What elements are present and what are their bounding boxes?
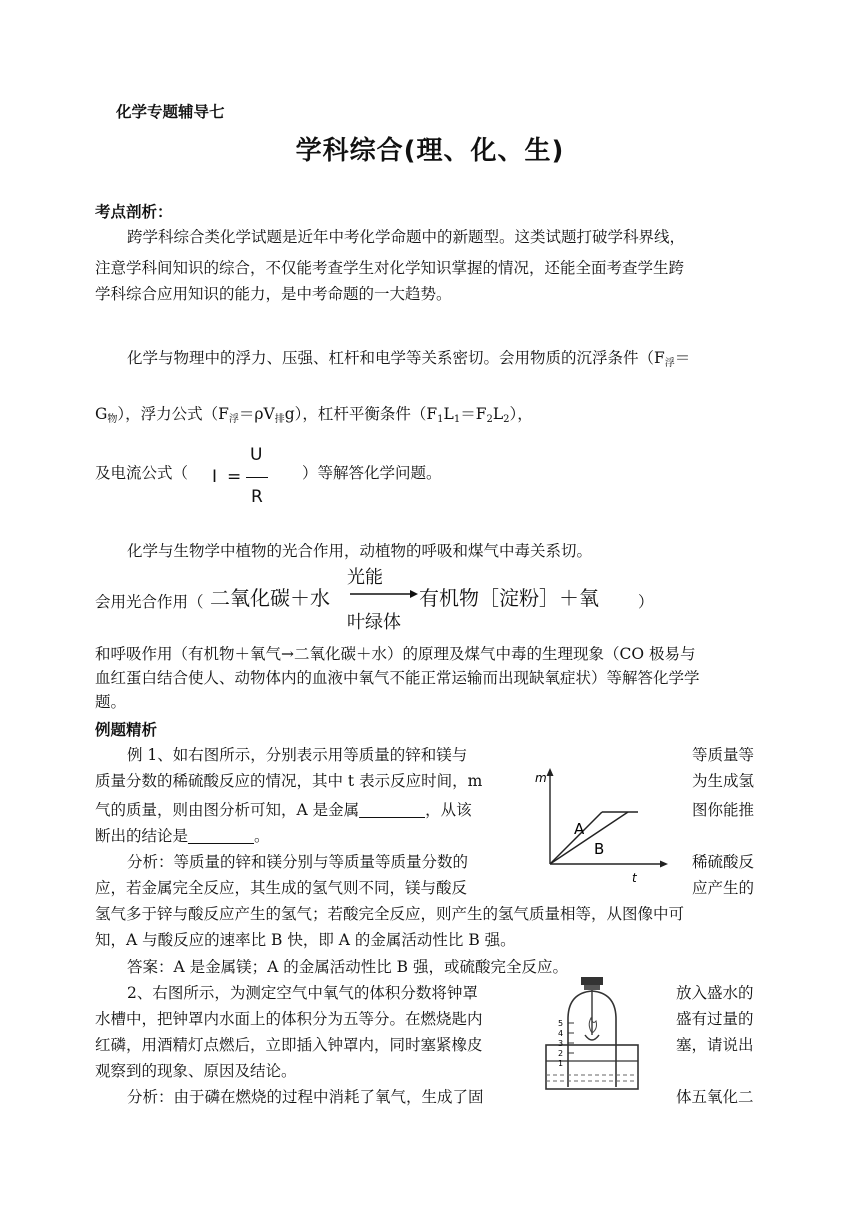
ohms-law-formula <box>210 445 270 511</box>
subscript: 2 <box>503 414 510 425</box>
example2-line-right: 盛有过量的 <box>676 1010 754 1028</box>
physics-line-1 <box>127 347 690 375</box>
example1-line-right: 为生成氢 <box>692 772 755 790</box>
examples-heading: 例题精析 <box>95 721 158 739</box>
photosynthesis-reactants: 二氧化碳＋水 <box>210 586 330 610</box>
gradation-label: 3 <box>558 1039 564 1048</box>
analysis2-line-right: 体五氧化二 <box>676 1088 754 1106</box>
subscript: 浮 <box>664 358 675 369</box>
answer1-line: 答案：A 是金属镁；A 的金属活动性比 B 强，或硫酸完全反应。 <box>127 958 568 976</box>
analysis-paragraph-line: 跨学科综合类化学试题是近年中考化学命题中的新题型。这类试题打破学科界线， <box>127 228 686 246</box>
physics-text: ＝ <box>674 349 691 367</box>
example1-line-right: 图你能推 <box>692 801 755 819</box>
physics-text: ）， <box>509 405 533 423</box>
physics-text: L <box>492 405 504 423</box>
example1-line: 质量分数的稀硫酸反应的情况，其中 t 表示反应时间，m <box>95 772 483 790</box>
formula-resistance: R <box>251 487 263 507</box>
example1-line: 例 1、如右图所示，分别表示用等质量的锌和镁与 <box>127 746 468 764</box>
formula-voltage: U <box>250 445 263 465</box>
example1-line-right: 等质量等 <box>692 746 755 764</box>
fraction-bar <box>246 477 268 478</box>
analysis1-line: 氢气多于锌与酸反应产生的氢气；若酸完全反应，则产生的氢气质量相等，从图像中可 <box>95 905 685 923</box>
photosynthesis-prefix: 会用光合作用（ <box>95 593 204 611</box>
example2-line: 观察到的现象、原因及结论。 <box>95 1062 297 1080</box>
bell-jar-apparatus <box>540 975 665 1097</box>
reaction-condition-chlorophyll: 叶绿体 <box>347 612 401 633</box>
respiration-line: 血红蛋白结合使人、动物体内的血液中氧气不能正常运输而出现缺氧症状）等解答化学学 <box>95 669 700 687</box>
subscript: 排 <box>274 414 285 425</box>
line-b-label: B <box>594 840 605 858</box>
analysis-paragraph-line: 学科综合应用知识的能力，是中考命题的一大趋势。 <box>95 285 452 303</box>
example2-line: 水槽中，把钟罩内水面上的体积分为五等分。在燃烧匙内 <box>95 1010 483 1028</box>
example2-line-right: 放入盛水的 <box>676 984 754 1002</box>
analysis1-line: 分析：等质量的锌和镁分别与等质量等质量分数的 <box>127 853 469 871</box>
analysis1-line-right: 稀硫酸反 <box>692 853 755 871</box>
answer-blank[interactable] <box>188 829 254 844</box>
respiration-line: 和呼吸作用（有机物＋氧气→二氧化碳＋水）的原理及煤气中毒的生理现象（CO 极易与 <box>95 645 696 663</box>
current-formula-suffix: ）等解答化学问题。 <box>302 464 442 482</box>
example1-text: 断出的结论是 <box>95 827 189 845</box>
example2-line: 2、右图所示，为测定空气中氧气的体积分数将钟罩 <box>127 984 478 1002</box>
line-a-label: A <box>574 820 585 838</box>
formula-equals: = <box>227 467 242 487</box>
gradation-label: 2 <box>558 1049 564 1058</box>
example1-text: 气的质量，则由图分析可知，A 是金属 <box>95 801 360 819</box>
subscript: 浮 <box>228 414 239 425</box>
analysis1-line: 知，A 与酸反应的速率比 B 快，即 A 的金属活动性比 B 强。 <box>95 931 516 949</box>
reaction-condition-light: 光能 <box>347 567 383 588</box>
current-formula-prefix: 及电流公式（ <box>95 464 189 482</box>
physics-text: G <box>95 405 108 423</box>
physics-line-2 <box>95 403 533 431</box>
photosynthesis-suffix: ） <box>638 593 654 611</box>
example1-text: 。 <box>254 827 270 845</box>
subscript: 2 <box>486 414 493 425</box>
subscript: 物 <box>107 414 118 425</box>
analysis-paragraph-line: 注意学科间知识的综合，不仅能考查学生对化学知识掌握的情况，还能全面考查学生跨 <box>95 259 685 277</box>
subscript: 1 <box>453 414 461 425</box>
example2-line-right: 塞，请说出 <box>676 1036 754 1054</box>
analysis1-line-right: 应产生的 <box>692 879 755 897</box>
subscript: 1 <box>437 414 444 425</box>
photosynthesis-products: 有机物［淀粉］＋氧 <box>419 586 599 610</box>
example2-line: 红磷，用酒精灯点燃后，立即插入钟罩内，同时塞紧橡皮 <box>95 1036 483 1054</box>
graph-y-label: m <box>535 771 547 785</box>
example1-line <box>95 825 270 847</box>
respiration-line: 题。 <box>95 693 127 711</box>
combustion-spoon <box>585 1035 599 1040</box>
analysis2-line: 分析：由于磷在燃烧的过程中消耗了氧气，生成了固 <box>127 1088 484 1106</box>
physics-text: ），浮力公式（F <box>117 405 229 423</box>
example1-text: ，从该 <box>425 801 472 819</box>
reaction-arrow <box>350 588 418 600</box>
gradation-label: 5 <box>558 1019 564 1028</box>
rubber-stopper <box>581 977 603 985</box>
line-b <box>550 812 628 864</box>
gradation-label: 4 <box>558 1029 564 1038</box>
analysis1-line: 应，若金属完全反应，其生成的氢气则不同，镁与酸反 <box>95 879 468 897</box>
page-title: 学科综合(理、化、生) <box>295 136 565 166</box>
formula-current-symbol: I <box>212 467 218 487</box>
physics-text: ＝F <box>460 405 487 423</box>
physics-text: g），杠杆平衡条件（F <box>284 405 438 423</box>
graph-x-label: t <box>632 871 637 885</box>
reaction-graph <box>532 762 674 888</box>
biology-line: 化学与生物学中植物的光合作用，动植物的呼吸和煤气中毒关系切。 <box>127 542 593 560</box>
answer-blank[interactable] <box>359 803 425 818</box>
example1-line <box>95 799 472 821</box>
physics-text: 化学与物理中的浮力、压强、杠杆和电学等关系密切。会用物质的沉浮条件（F <box>127 349 665 367</box>
analysis-heading: 考点剖析： <box>95 203 173 221</box>
physics-text: ＝ρV <box>238 405 275 423</box>
series-title: 化学专题辅导七 <box>116 103 225 121</box>
gradation-label: 1 <box>558 1059 564 1068</box>
physics-text: L <box>443 405 454 423</box>
